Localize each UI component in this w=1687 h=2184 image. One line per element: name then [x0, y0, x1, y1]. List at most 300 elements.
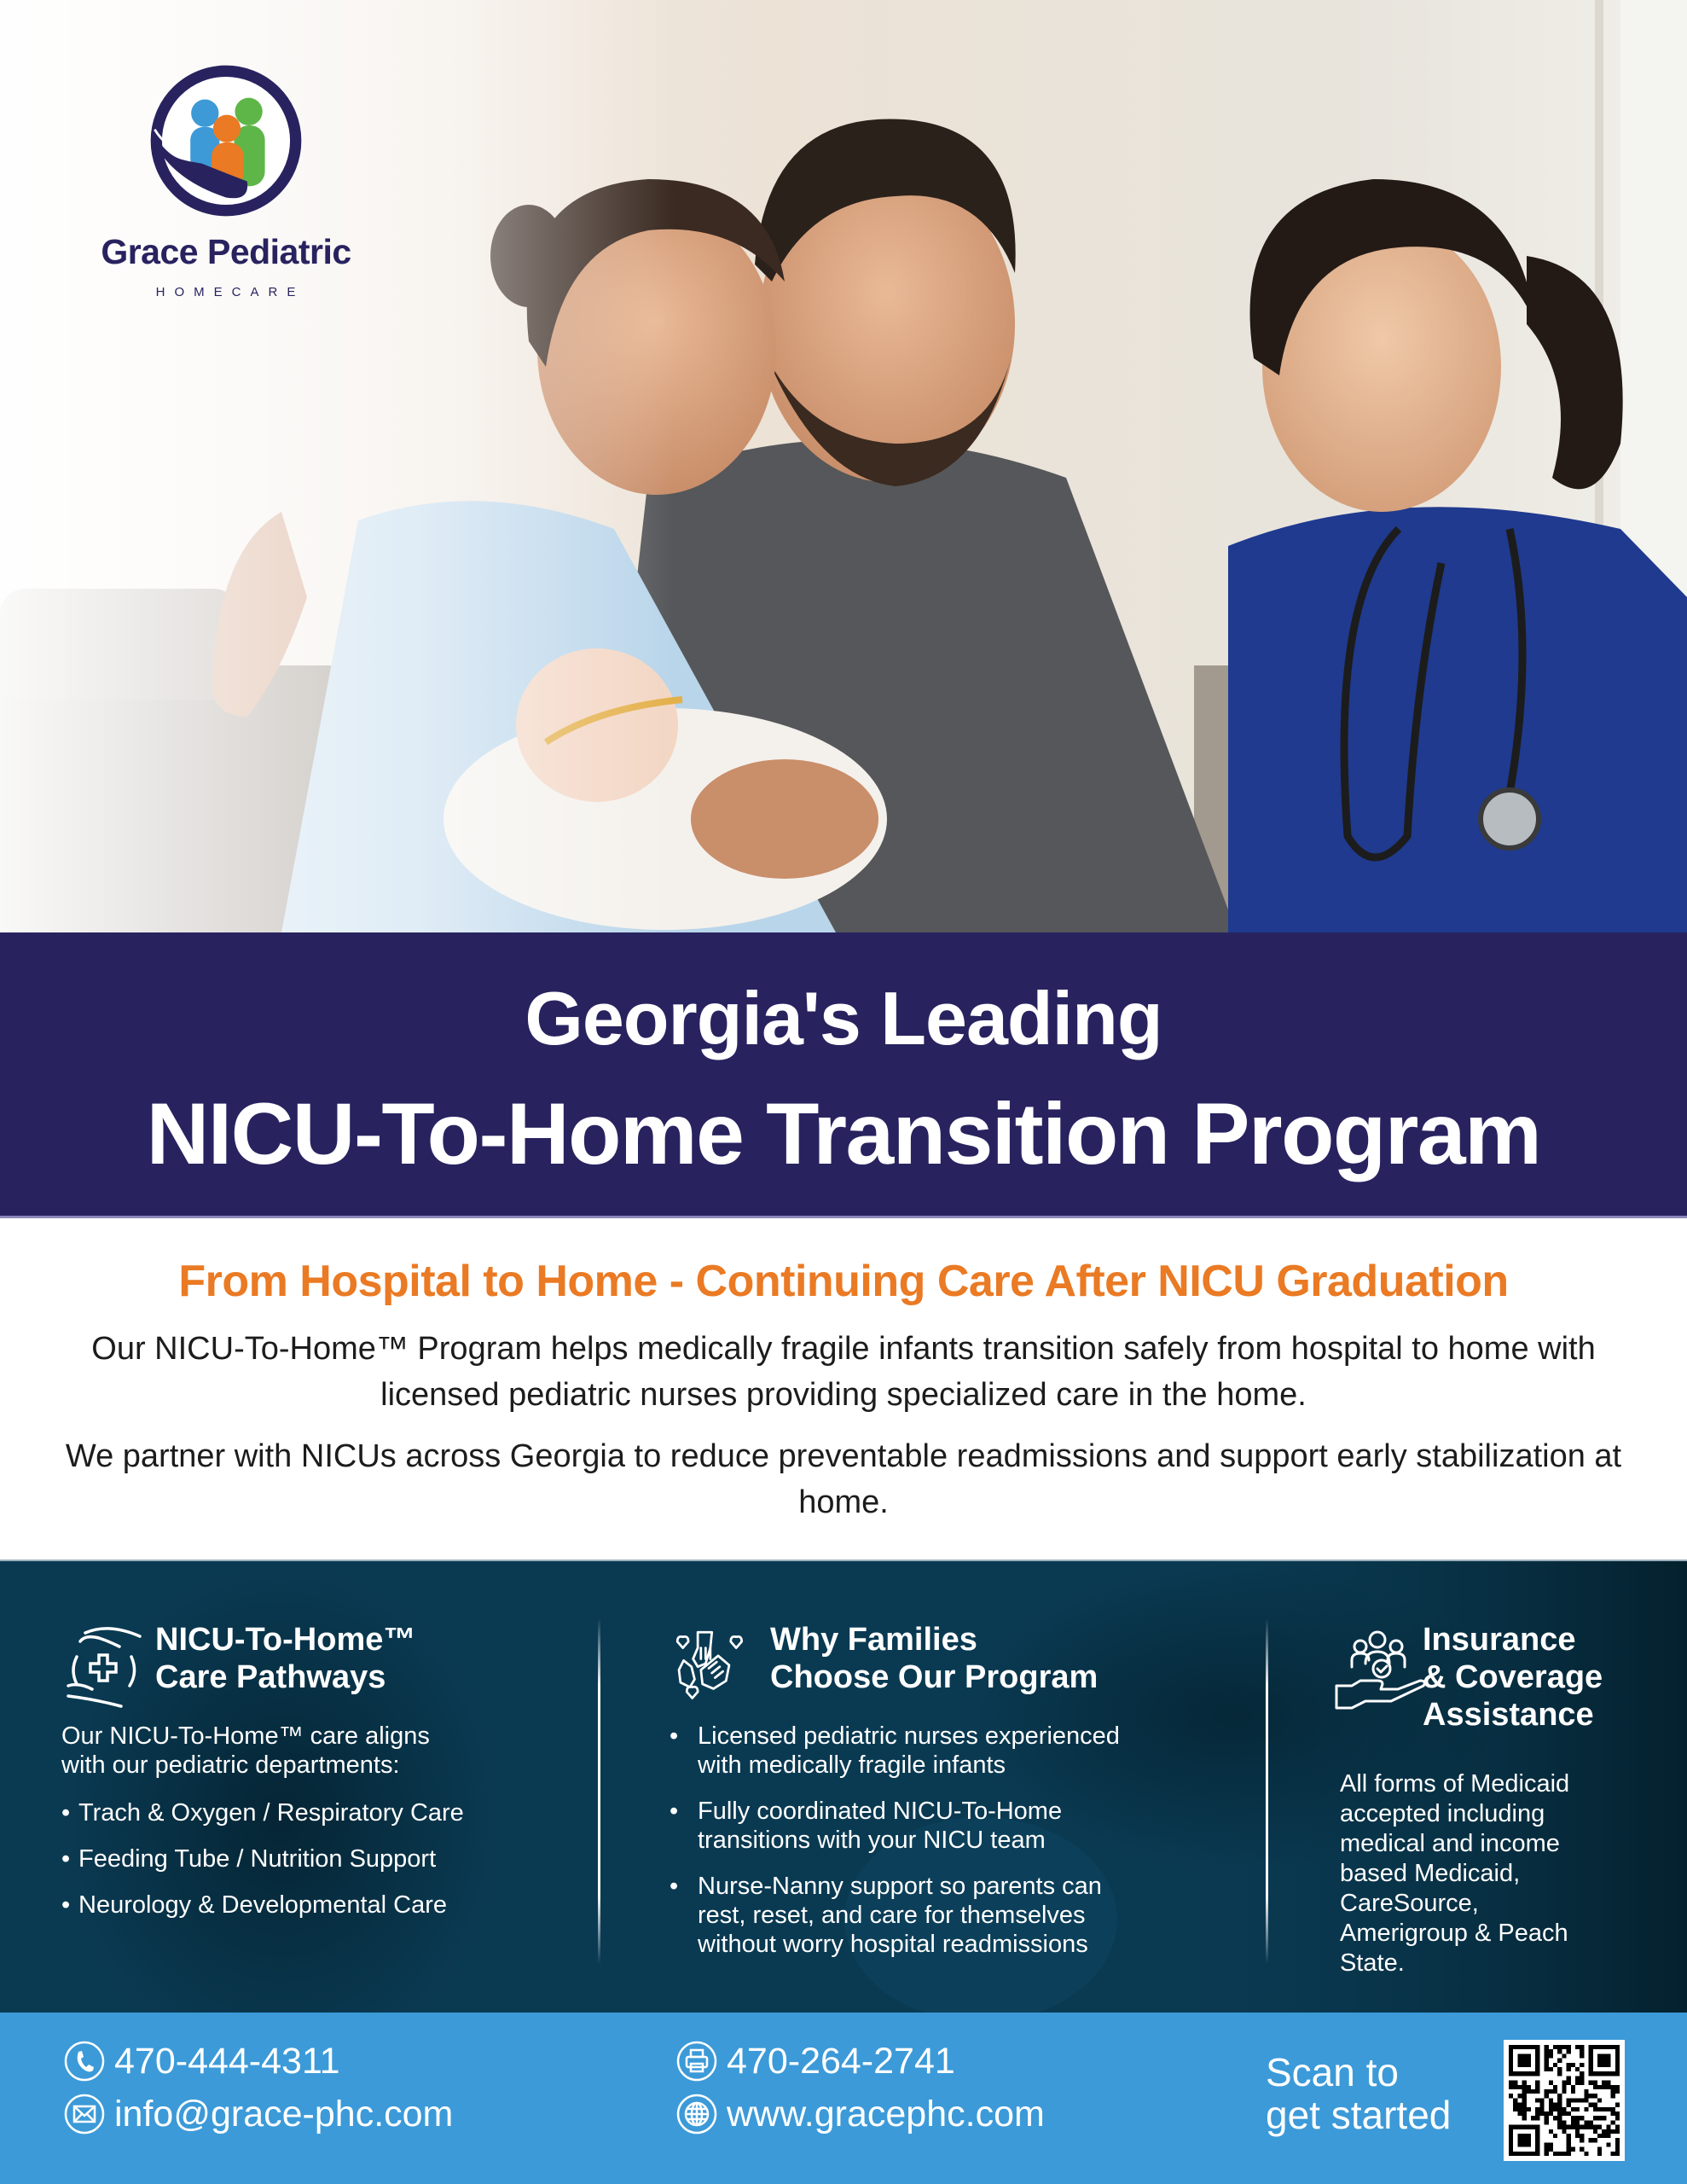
- pathways-title-line-1: NICU-To-Home™: [155, 1622, 416, 1658]
- qr-module: [1527, 2059, 1531, 2063]
- qr-module: [1539, 2111, 1544, 2116]
- qr-module: [1567, 2111, 1571, 2116]
- qr-module: [1535, 2138, 1539, 2142]
- qr-module: [1535, 2111, 1539, 2116]
- qr-module: [1584, 2089, 1588, 2094]
- qr-module: [1597, 2045, 1602, 2049]
- qr-module: [1571, 2116, 1575, 2120]
- pathways-title-line-2: Care Pathways: [155, 1659, 386, 1695]
- qr-module: [1545, 2053, 1549, 2058]
- qr-module: [1589, 2045, 1593, 2049]
- qr-module: [1531, 2089, 1535, 2094]
- qr-module: [1557, 2045, 1562, 2049]
- qr-module: [1557, 2067, 1562, 2071]
- qr-module: [1531, 2152, 1535, 2156]
- why-list: [670, 1722, 1215, 1959]
- qr-module: [1567, 2045, 1571, 2049]
- qr-module: [1535, 2116, 1539, 2120]
- qr-module: [1597, 2152, 1602, 2156]
- qr-module: [1575, 2134, 1580, 2138]
- qr-module: [1545, 2063, 1549, 2067]
- qr-module: [1593, 2045, 1597, 2049]
- qr-module: [1611, 2094, 1615, 2098]
- qr-module: [1615, 2063, 1620, 2067]
- qr-module: [1575, 2116, 1580, 2120]
- qr-module: [1606, 2059, 1610, 2063]
- qr-module: [1589, 2094, 1593, 2098]
- qr-module: [1557, 2125, 1562, 2129]
- qr-module: [1557, 2059, 1562, 2063]
- qr-module: [1527, 2107, 1531, 2111]
- qr-module: [1535, 2071, 1539, 2076]
- qr-module: [1522, 2103, 1527, 2107]
- qr-module: [1545, 2067, 1549, 2071]
- qr-module: [1509, 2125, 1513, 2129]
- qr-module: [1517, 2111, 1522, 2116]
- qr-module: [1567, 2103, 1571, 2107]
- why-title: [770, 1621, 1214, 1696]
- qr-module: [1602, 2059, 1606, 2063]
- qr-module: [1527, 2085, 1531, 2089]
- qr-module: [1593, 2085, 1597, 2089]
- qr-module: [1611, 2111, 1615, 2116]
- qr-module: [1562, 2120, 1566, 2124]
- qr-module: [1584, 2152, 1588, 2156]
- qr-module: [1606, 2063, 1610, 2067]
- qr-module: [1522, 2094, 1527, 2098]
- qr-module: [1531, 2125, 1535, 2129]
- qr-module: [1567, 2147, 1571, 2152]
- qr-module: [1513, 2152, 1517, 2156]
- qr-module: [1571, 2085, 1575, 2089]
- list-item-line: • Nurse-Nanny support so parents can: [698, 1873, 1102, 1900]
- qr-module: [1615, 2142, 1620, 2146]
- qr-module: [1567, 2063, 1571, 2067]
- insurance-body-line: All forms of Medicaid: [1340, 1770, 1570, 1798]
- qr-module: [1615, 2071, 1620, 2076]
- qr-module: [1553, 2134, 1557, 2138]
- qr-module: [1549, 2098, 1553, 2102]
- qr-module: [1575, 2125, 1580, 2129]
- insurance-body-line: CareSource,: [1340, 1890, 1479, 1917]
- qr-module: [1593, 2138, 1597, 2142]
- qr-module: [1549, 2089, 1553, 2094]
- qr-module: [1557, 2152, 1562, 2156]
- qr-module: [1611, 2152, 1615, 2156]
- qr-module: [1597, 2147, 1602, 2152]
- qr-module: [1602, 2081, 1606, 2085]
- fax-contact[interactable]: [675, 2040, 955, 2082]
- qr-module: [1615, 2059, 1620, 2063]
- qr-module: [1553, 2085, 1557, 2089]
- qr-module: [1509, 2059, 1513, 2063]
- qr-module: [1606, 2134, 1610, 2138]
- qr-module: [1571, 2147, 1575, 2152]
- qr-module: [1509, 2142, 1513, 2146]
- qr-module: [1597, 2071, 1602, 2076]
- qr-module: [1522, 2152, 1527, 2156]
- qr-module: [1517, 2107, 1522, 2111]
- qr-module: [1545, 2152, 1549, 2156]
- phone-number[interactable]: 470-444-4311: [114, 2040, 340, 2082]
- qr-module: [1535, 2063, 1539, 2067]
- qr-module: [1567, 2076, 1571, 2080]
- phone-contact[interactable]: [63, 2040, 340, 2082]
- qr-module: [1522, 2053, 1527, 2058]
- qr-module: [1527, 2071, 1531, 2076]
- qr-module: [1593, 2125, 1597, 2129]
- qr-module: [1531, 2045, 1535, 2049]
- qr-module: [1513, 2125, 1517, 2129]
- qr-module: [1509, 2094, 1513, 2098]
- qr-module: [1522, 2138, 1527, 2142]
- qr-module: [1597, 2134, 1602, 2138]
- globe-icon: [675, 2093, 718, 2135]
- qr-module: [1545, 2147, 1549, 2152]
- qr-module: [1557, 2111, 1562, 2116]
- qr-module: [1522, 2116, 1527, 2120]
- qr-module: [1589, 2120, 1593, 2124]
- qr-module: [1602, 2063, 1606, 2067]
- qr-module: [1535, 2059, 1539, 2063]
- qr-module: [1602, 2085, 1606, 2089]
- qr-module: [1509, 2053, 1513, 2058]
- people-hand-check-icon: [1335, 1629, 1429, 1711]
- qr-module: [1589, 2125, 1593, 2129]
- qr-module: [1553, 2152, 1557, 2156]
- qr-module: [1567, 2081, 1571, 2085]
- scan-line-1: Scan to: [1266, 2050, 1399, 2094]
- qr-module: [1535, 2053, 1539, 2058]
- qr-module: [1567, 2152, 1571, 2156]
- hands-medical-cross-icon: [61, 1623, 147, 1708]
- qr-module: [1580, 2147, 1584, 2152]
- qr-module: [1522, 2107, 1527, 2111]
- qr-module: [1535, 2152, 1539, 2156]
- qr-module: [1557, 2107, 1562, 2111]
- qr-module: [1575, 2098, 1580, 2102]
- qr-module: [1584, 2107, 1588, 2111]
- qr-module: [1580, 2076, 1584, 2080]
- qr-module: [1615, 2147, 1620, 2152]
- pathways-intro-line-1: Our NICU-To-Home™ care aligns: [61, 1722, 430, 1750]
- qr-module: [1615, 2053, 1620, 2058]
- qr-module: [1535, 2085, 1539, 2089]
- list-item-line: • Fully coordinated NICU-To-Home: [698, 1798, 1063, 1825]
- qr-module: [1580, 2053, 1584, 2058]
- qr-module: [1545, 2049, 1549, 2053]
- qr-module: [1597, 2063, 1602, 2067]
- list-item: • Feeding Tube / Nutrition Support: [61, 1844, 573, 1873]
- qr-module: [1606, 2125, 1610, 2129]
- qr-module: [1513, 2081, 1517, 2085]
- list-item-line: rest, reset, and care for themselves: [698, 1902, 1086, 1929]
- contact-footer: [0, 2013, 1687, 2184]
- qr-module: [1567, 2125, 1571, 2129]
- qr-module: [1606, 2045, 1610, 2049]
- list-item: [670, 1797, 1215, 1855]
- email-contact[interactable]: [63, 2093, 453, 2135]
- qr-module: [1571, 2125, 1575, 2129]
- qr-module: [1575, 2120, 1580, 2124]
- qr-module: [1602, 2116, 1606, 2120]
- qr-module: [1615, 2116, 1620, 2120]
- insurance-body-line: Amerigroup & Peach: [1340, 1920, 1568, 1947]
- list-item: [670, 1872, 1215, 1959]
- qr-module: [1509, 2152, 1513, 2156]
- why-title-line-2: Choose Our Program: [770, 1659, 1099, 1695]
- email-icon: [63, 2093, 106, 2135]
- pathways-intro-line-2: with our pediatric departments:: [61, 1751, 400, 1779]
- qr-module: [1562, 2085, 1566, 2089]
- title-banner: [0, 932, 1687, 1218]
- qr-module: [1562, 2045, 1566, 2049]
- qr-module: [1615, 2129, 1620, 2134]
- qr-module: [1593, 2129, 1597, 2134]
- qr-module: [1557, 2098, 1562, 2102]
- qr-module: [1545, 2142, 1549, 2146]
- qr-module: [1584, 2098, 1588, 2102]
- qr-module: [1527, 2063, 1531, 2067]
- qr-module: [1522, 2142, 1527, 2146]
- qr-module: [1557, 2094, 1562, 2098]
- qr-module: [1535, 2098, 1539, 2102]
- qr-module: [1575, 2045, 1580, 2049]
- qr-module: [1522, 2063, 1527, 2067]
- qr-module: [1535, 2134, 1539, 2138]
- qr-module: [1553, 2045, 1557, 2049]
- logo-family-icon: [145, 60, 307, 222]
- qr-module: [1509, 2067, 1513, 2071]
- qr-module: [1545, 2045, 1549, 2049]
- qr-module: [1509, 2147, 1513, 2152]
- qr-module: [1606, 2071, 1610, 2076]
- qr-module: [1545, 2089, 1549, 2094]
- qr-module: [1549, 2107, 1553, 2111]
- qr-module: [1589, 2063, 1593, 2067]
- qr-module: [1517, 2045, 1522, 2049]
- qr-module: [1589, 2067, 1593, 2071]
- qr-module: [1535, 2067, 1539, 2071]
- banner-line-2: NICU-To-Home Transition Program: [146, 1085, 1541, 1182]
- qr-module: [1557, 2071, 1562, 2076]
- qr-module: [1545, 2111, 1549, 2116]
- qr-module: [1580, 2134, 1584, 2138]
- qr-module: [1522, 2071, 1527, 2076]
- phone-icon: [63, 2040, 106, 2082]
- qr-module: [1602, 2071, 1606, 2076]
- insurance-body-line: accepted including: [1340, 1800, 1545, 1827]
- list-item-line: without worry hospital readmissions: [698, 1931, 1088, 1958]
- qr-module: [1527, 2053, 1531, 2058]
- insurance-body-line: medical and income: [1340, 1830, 1560, 1857]
- qr-module: [1557, 2049, 1562, 2053]
- why-body: [670, 1722, 1215, 1976]
- qr-module: [1517, 2071, 1522, 2076]
- insurance-body: [1340, 1769, 1664, 1978]
- intro-paragraph-1: Our NICU-To-Home™ Program helps medically fragile infants transition safely from hospital to home with licensed pediatric nurses providing specialized care in the home.: [91, 1331, 1596, 1413]
- qr-module: [1522, 2089, 1527, 2094]
- qr-module: [1580, 2063, 1584, 2067]
- qr-module: [1606, 2107, 1610, 2111]
- qr-module: [1522, 2059, 1527, 2063]
- qr-module: [1615, 2049, 1620, 2053]
- qr-module: [1597, 2107, 1602, 2111]
- banner-line-1: Georgia's Leading: [525, 976, 1162, 1060]
- qr-module: [1535, 2125, 1539, 2129]
- hero-photo: [0, 0, 1687, 932]
- qr-module: [1562, 2053, 1566, 2058]
- qr-module: [1535, 2107, 1539, 2111]
- qr-module: [1593, 2094, 1597, 2098]
- qr-module: [1567, 2138, 1571, 2142]
- qr-module: [1575, 2067, 1580, 2071]
- qr-module: [1513, 2071, 1517, 2076]
- qr-module: [1571, 2063, 1575, 2067]
- qr-module: [1611, 2129, 1615, 2134]
- website-url[interactable]: www.gracephc.com: [727, 2093, 1045, 2135]
- qr-module: [1549, 2129, 1553, 2134]
- qr-module: [1597, 2053, 1602, 2058]
- qr-module: [1580, 2045, 1584, 2049]
- qr-module: [1602, 2134, 1606, 2138]
- qr-module: [1580, 2138, 1584, 2142]
- qr-module: [1597, 2098, 1602, 2102]
- insurance-body-line: State.: [1340, 1949, 1405, 1977]
- qr-module: [1517, 2125, 1522, 2129]
- qr-module: [1615, 2111, 1620, 2116]
- qr-module: [1509, 2063, 1513, 2067]
- qr-module: [1562, 2152, 1566, 2156]
- qr-module: [1509, 2045, 1513, 2049]
- qr-module: [1606, 2129, 1610, 2134]
- qr-module: [1513, 2085, 1517, 2089]
- qr-module: [1589, 2053, 1593, 2058]
- qr-module: [1522, 2111, 1527, 2116]
- qr-module: [1539, 2103, 1544, 2107]
- qr-module: [1615, 2085, 1620, 2089]
- qr-module: [1513, 2045, 1517, 2049]
- qr-module: [1509, 2049, 1513, 2053]
- qr-module: [1522, 2134, 1527, 2138]
- qr-module: [1517, 2142, 1522, 2146]
- fax-printer-icon: [675, 2040, 718, 2082]
- fax-number[interactable]: 470-264-2741: [727, 2040, 955, 2082]
- why-title-line-1: Why Families: [770, 1622, 977, 1658]
- qr-module: [1589, 2059, 1593, 2063]
- list-item: • Neurology & Developmental Care: [61, 1891, 573, 1920]
- qr-module: [1606, 2085, 1610, 2089]
- qr-module: [1549, 2111, 1553, 2116]
- qr-module: [1589, 2138, 1593, 2142]
- intro-section: [0, 1218, 1687, 1560]
- qr-module: [1597, 2085, 1602, 2089]
- qr-module: [1589, 2081, 1593, 2085]
- pathways-body: [61, 1722, 573, 1937]
- qr-module: [1549, 2049, 1553, 2053]
- qr-module: [1615, 2067, 1620, 2071]
- qr-module: [1522, 2125, 1527, 2129]
- qr-module: [1602, 2045, 1606, 2049]
- intro-heading: From Hospital to Home - Continuing Care After NICU Graduation: [178, 1257, 1509, 1306]
- qr-module: [1611, 2120, 1615, 2124]
- qr-module: [1615, 2138, 1620, 2142]
- qr-module: [1522, 2045, 1527, 2049]
- qr-module: [1567, 2049, 1571, 2053]
- scan-line-2: get started: [1266, 2093, 1452, 2137]
- qr-module: [1589, 2103, 1593, 2107]
- qr-module: [1553, 2089, 1557, 2094]
- qr-module: [1549, 2142, 1553, 2146]
- qr-module: [1615, 2103, 1620, 2107]
- qr-module: [1597, 2116, 1602, 2120]
- qr-module: [1513, 2098, 1517, 2102]
- qr-module: [1535, 2081, 1539, 2085]
- qr-module: [1509, 2129, 1513, 2134]
- website-contact[interactable]: [675, 2093, 1045, 2135]
- qr-module: [1509, 2134, 1513, 2138]
- qr-module: [1580, 2049, 1584, 2053]
- qr-module: [1571, 2120, 1575, 2124]
- qr-module: [1571, 2107, 1575, 2111]
- qr-module: [1602, 2107, 1606, 2111]
- qr-code[interactable]: [1504, 2040, 1625, 2161]
- qr-module: [1567, 2067, 1571, 2071]
- qr-module: [1611, 2045, 1615, 2049]
- qr-module: [1615, 2045, 1620, 2049]
- qr-module: [1575, 2107, 1580, 2111]
- insurance-title-line-3: Assistance: [1423, 1697, 1594, 1733]
- qr-module: [1580, 2081, 1584, 2085]
- qr-module: [1597, 2059, 1602, 2063]
- qr-module: [1539, 2107, 1544, 2111]
- email-address[interactable]: info@grace-phc.com: [114, 2093, 454, 2135]
- brand-tagline: HOMECARE: [155, 285, 305, 299]
- qr-module: [1575, 2081, 1580, 2085]
- qr-module: [1517, 2053, 1522, 2058]
- qr-module: [1557, 2103, 1562, 2107]
- list-item: [670, 1722, 1215, 1780]
- features-section: [0, 1560, 1687, 2013]
- intro-paragraph-2: We partner with NICUs across Georgia to reduce preventable readmissions and support early stabilization at home.: [65, 1438, 1622, 1520]
- qr-module: [1557, 2116, 1562, 2120]
- qr-module: [1567, 2098, 1571, 2102]
- qr-module: [1517, 2138, 1522, 2142]
- qr-module: [1527, 2152, 1531, 2156]
- insurance-title: [1423, 1621, 1678, 1734]
- qr-module: [1589, 2071, 1593, 2076]
- qr-module: [1539, 2098, 1544, 2102]
- qr-module: [1513, 2103, 1517, 2107]
- qr-module: [1517, 2152, 1522, 2156]
- caring-hands-hearts-icon: [670, 1624, 748, 1703]
- qr-module: [1615, 2089, 1620, 2094]
- qr-module: [1615, 2125, 1620, 2129]
- qr-module: [1545, 2059, 1549, 2063]
- qr-module: [1606, 2081, 1610, 2085]
- insurance-body-line: based Medicaid,: [1340, 1860, 1521, 1887]
- qr-module: [1545, 2094, 1549, 2098]
- list-item-line: transitions with your NICU team: [698, 1827, 1046, 1854]
- qr-module: [1535, 2147, 1539, 2152]
- qr-module: [1527, 2125, 1531, 2129]
- qr-module: [1584, 2125, 1588, 2129]
- brand-logo[interactable]: [51, 53, 401, 309]
- insurance-title-line-2: & Coverage: [1423, 1659, 1603, 1695]
- qr-module: [1593, 2071, 1597, 2076]
- qr-module: [1567, 2134, 1571, 2138]
- qr-module: [1615, 2152, 1620, 2156]
